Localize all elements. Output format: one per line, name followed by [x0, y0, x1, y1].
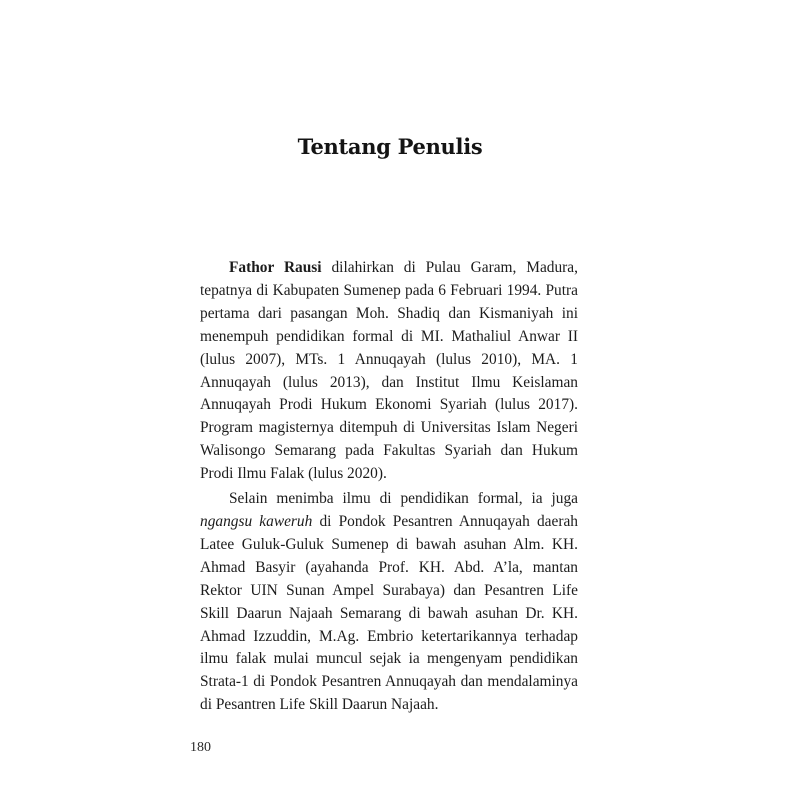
italic-term: ngangsu kaweruh: [200, 512, 313, 530]
biography-paragraph-2: [200, 488, 578, 717]
author-name: Fathor Rausi: [229, 259, 322, 276]
page-number: 180: [190, 740, 211, 755]
paragraph-2-text-before: Selain menimba ilmu di pendidikan formal, ia juga: [229, 490, 578, 508]
page-title: Tentang Penulis: [297, 134, 483, 160]
biography-body: [200, 257, 578, 717]
biography-paragraph-1: [200, 257, 578, 486]
paragraph-2-text-after: di Pondok Pesantren Annuqayah daerah Latee Guluk-Guluk Sumenep di bawah asuhan Alm. KH. Ahmad Basyir (ayahanda Prof. KH. Abd. A’la, mantan Rektor UIN Sunan Ampel Surabaya) dan Pesantren Life Skill Daarun Najaah Semarang di bawah asuhan Dr. KH. Ahmad Izzuddin, M.Ag. Embrio ketertarikannya terhadap ilmu falak mulai muncul sejak ia mengenyam pendidikan Strata-1 di Pondok Pesantren Annuqayah dan mendalaminya di Pesantren Life Skill Daarun Najaah.: [200, 512, 578, 714]
paragraph-1-text: dilahirkan di Pulau Garam, Madura, tepatnya di Kabupaten Sumenep pada 6 Februari 1994. Putra pertama dari pasangan Moh. Shadiq dan Kismaniyah ini menempuh pendidikan formal di MI. Mathaliul Anwar II (lulus 2007), MTs. 1 Annuqayah (lulus 2010), MA. 1 Annuqayah (lulus 2013), dan Institut Ilmu Keislaman Annuqayah Prodi Hukum Ekonomi Syariah (lulus 2017). Program magisternya ditempuh di Universitas Islam Negeri Walisongo Semarang pada Fakultas Syariah dan Hukum Prodi Ilmu Falak (lulus 2020).: [200, 259, 578, 483]
